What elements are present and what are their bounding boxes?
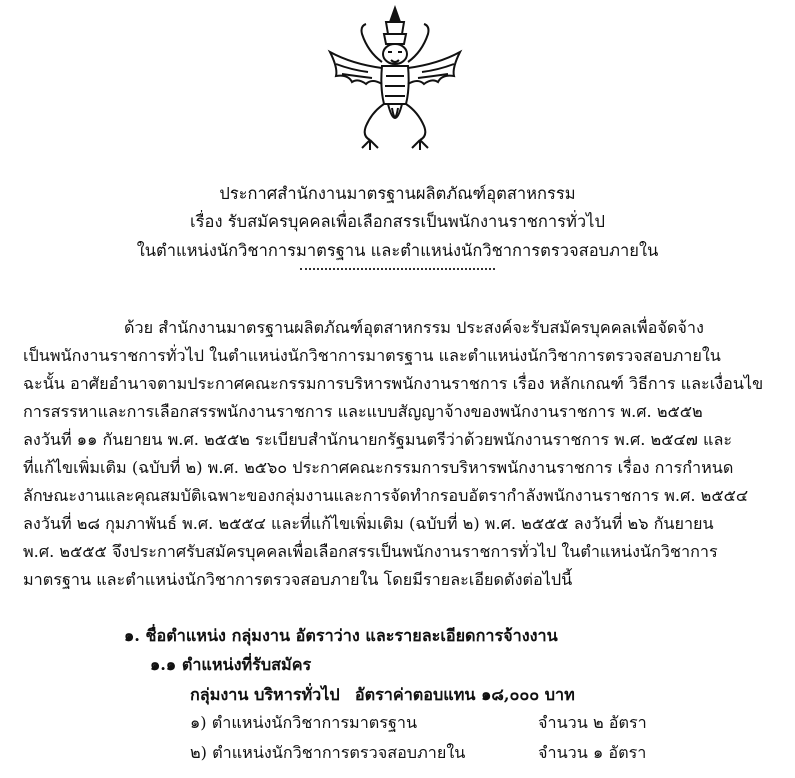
pay-label: อัตราค่าตอบแทน ๑๘,๐๐๐ บาท [354, 685, 575, 704]
body-line: ด้วย สำนักงานมาตรฐานผลิตภัณฑ์อุตสาหกรรม ประสงค์จะรับสมัครบุคคลเพื่อจัดจ้าง [124, 318, 704, 337]
garuda-emblem-icon [322, 4, 468, 156]
body-line: มาตรฐาน และตำแหน่งนักวิชาการตรวจสอบภายใน โดยมีรายละเอียดดังต่อไปนี้ [23, 570, 573, 589]
body-line: ที่แก้ไขเพิ่มเติม (ฉบับที่ ๒) พ.ศ. ๒๕๖๐ ประกาศคณะกรรมการบริหารพนักงานราชการ เรื่อง การกำหนด [23, 458, 734, 477]
position-count: จำนวน ๑ อัตรา [538, 743, 647, 762]
sub-heading: ๑.๑ ตำแหน่งที่รับสมัคร [150, 655, 312, 674]
position-count: จำนวน ๒ อัตรา [538, 713, 647, 732]
body-line: เป็นพนักงานราชการทั่วไป ในตำแหน่งนักวิชาการมาตรฐาน และตำแหน่งนักวิชาการตรวจสอบภายใน [23, 346, 721, 365]
body-line: ลงวันที่ ๑๑ กันยายน พ.ศ. ๒๕๕๒ ระเบียบสำนักนายกรัฐมนตรีว่าด้วยพนักงานราชการ พ.ศ. ๒๕๔๗ และ [23, 430, 733, 449]
announcement-positions: ในตำแหน่งนักวิชาการมาตรฐาน และตำแหน่งนักวิชาการตรวจสอบภายใน [136, 241, 659, 260]
body-line: การสรรหาและการเลือกสรรพนักงานราชการ และแบบสัญญาจ้างของพนักงานราชการ พ.ศ. ๒๕๕๒ [23, 402, 703, 421]
position-name: ๑) ตำแหน่งนักวิชาการมาตรฐาน [190, 713, 418, 732]
body-line: พ.ศ. ๒๕๕๕ จึงประกาศรับสมัครบุคคลเพื่อเลือกสรรเป็นพนักงานราชการทั่วไป ในตำแหน่งนักวิชาการ [23, 542, 718, 561]
announcement-title: ประกาศสำนักงานมาตรฐานผลิตภัณฑ์อุตสาหกรรม [219, 184, 576, 203]
body-line: ฉะนั้น อาศัยอำนาจตามประกาศคณะกรรมการบริหารพนักงานราชการ เรื่อง หลักเกณฑ์ วิธีการ และเงื่อนไข [23, 374, 764, 393]
body-line: ลงวันที่ ๒๘ กุมภาพันธ์ พ.ศ. ๒๕๕๔ และที่แก้ไขเพิ่มเติม (ฉบับที่ ๒) พ.ศ. ๒๕๕๕ ลงวันที่ ๒๖ กันยายน [23, 514, 714, 533]
group-info [190, 682, 575, 708]
position-name: ๒) ตำแหน่งนักวิชาการตรวจสอบภายใน [190, 743, 466, 762]
dotted-separator [300, 268, 495, 270]
announcement-subject: เรื่อง รับสมัครบุคคลเพื่อเลือกสรรเป็นพนักงานราชการทั่วไป [190, 212, 605, 231]
group-label: กลุ่มงาน บริหารทั่วไป [190, 685, 340, 704]
section-heading: ๑. ชื่อตำแหน่ง กลุ่มงาน อัตราว่าง และรายละเอียดการจ้างงาน [124, 626, 558, 645]
body-line: ลักษณะงานและคุณสมบัติเฉพาะของกลุ่มงานและการจัดทำกรอบอัตรากำลังพนักงานราชการ พ.ศ. ๒๕๕๔ [23, 486, 749, 505]
